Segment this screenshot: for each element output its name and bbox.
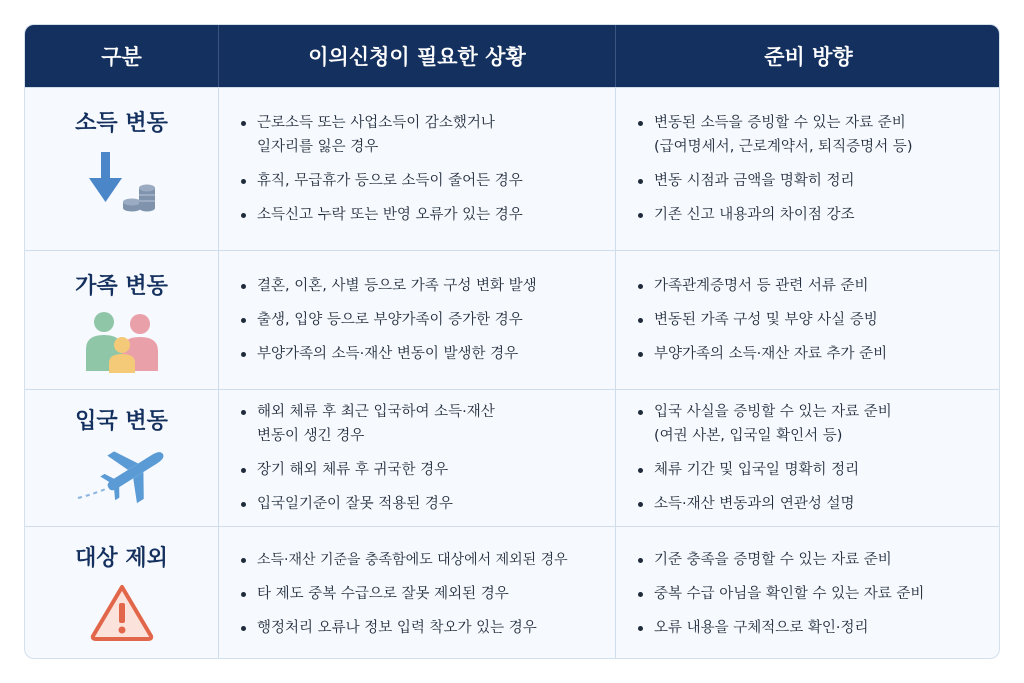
category-title: 가족 변동 xyxy=(75,274,168,299)
table-row xyxy=(25,526,1000,659)
list-item: 소득·재산 기준을 충족함에도 대상에서 제외된 경우 xyxy=(241,548,615,572)
list-item: 타 제도 중복 수급으로 잘못 제외된 경우 xyxy=(241,582,615,606)
list-item: 입국 사실을 증빙할 수 있는 자료 준비 (여권 사본, 입국일 확인서 등) xyxy=(638,400,1000,448)
list-item: 기존 신고 내용과의 차이점 강조 xyxy=(638,203,1000,227)
preparation-cell xyxy=(615,251,1000,389)
header-situations: 이의신청이 필요한 상황 xyxy=(218,25,615,87)
table-row xyxy=(25,389,1000,526)
table-row xyxy=(25,250,1000,389)
preparation-cell xyxy=(615,390,1000,526)
category-cell xyxy=(25,251,218,389)
category-cell xyxy=(25,390,218,526)
list-item: 가족관계증명서 등 관련 서류 준비 xyxy=(638,274,1000,298)
table-row xyxy=(25,87,1000,250)
situations-cell xyxy=(218,251,615,389)
list-item: 변동된 소득을 증빙할 수 있는 자료 준비 (급여명세서, 근로계약서, 퇴직증명서 등) xyxy=(638,111,1000,159)
list-item: 변동된 가족 구성 및 부양 사실 증빙 xyxy=(638,308,1000,332)
warning-triangle-icon xyxy=(89,583,155,645)
list-item: 장기 해외 체류 후 귀국한 경우 xyxy=(241,458,615,482)
list-item: 체류 기간 및 입국일 명확히 정리 xyxy=(638,458,1000,482)
category-cell xyxy=(25,88,218,250)
situations-cell xyxy=(218,527,615,659)
category-title: 대상 제외 xyxy=(75,546,168,571)
list-item: 부양가족의 소득·재산 자료 추가 준비 xyxy=(638,342,1000,366)
header-category: 구분 xyxy=(101,45,142,69)
list-item: 기준 충족을 증명할 수 있는 자료 준비 xyxy=(638,548,1000,572)
situations-cell xyxy=(218,88,615,250)
list-item: 소득·재산 변동과의 연관성 설명 xyxy=(638,492,1000,516)
situations-cell xyxy=(218,390,615,526)
income-down-coins-icon xyxy=(87,150,157,218)
preparation-cell xyxy=(615,527,1000,659)
airplane-icon xyxy=(72,444,172,510)
list-item: 행정처리 오류나 정보 입력 착오가 있는 경우 xyxy=(241,616,615,640)
list-item: 결혼, 이혼, 사별 등으로 가족 구성 변화 발생 xyxy=(241,274,615,298)
list-item: 부양가족의 소득·재산 변동이 발생한 경우 xyxy=(241,342,615,366)
family-icon xyxy=(82,311,162,377)
table-header xyxy=(25,25,1000,87)
list-item: 변동 시점과 금액을 명확히 정리 xyxy=(638,169,1000,193)
list-item: 입국일기준이 잘못 적용된 경우 xyxy=(241,492,615,516)
list-item: 근로소득 또는 사업소득이 감소했거나 일자리를 잃은 경우 xyxy=(241,111,615,159)
category-cell xyxy=(25,527,218,659)
list-item: 소득신고 누락 또는 반영 오류가 있는 경우 xyxy=(241,203,615,227)
category-title: 소득 변동 xyxy=(75,111,168,136)
list-item: 오류 내용을 구체적으로 확인·정리 xyxy=(638,616,1000,640)
category-title: 입국 변동 xyxy=(75,409,168,434)
list-item: 해외 체류 후 최근 입국하여 소득·재산 변동이 생긴 경우 xyxy=(241,400,615,448)
preparation-cell xyxy=(615,88,1000,250)
list-item: 휴직, 무급휴가 등으로 소득이 줄어든 경우 xyxy=(241,169,615,193)
list-item: 중복 수급 아님을 확인할 수 있는 자료 준비 xyxy=(638,582,1000,606)
list-item: 출생, 입양 등으로 부양가족이 증가한 경우 xyxy=(241,308,615,332)
comparison-table xyxy=(24,24,1000,659)
header-preparation: 준비 방향 xyxy=(615,25,1000,87)
